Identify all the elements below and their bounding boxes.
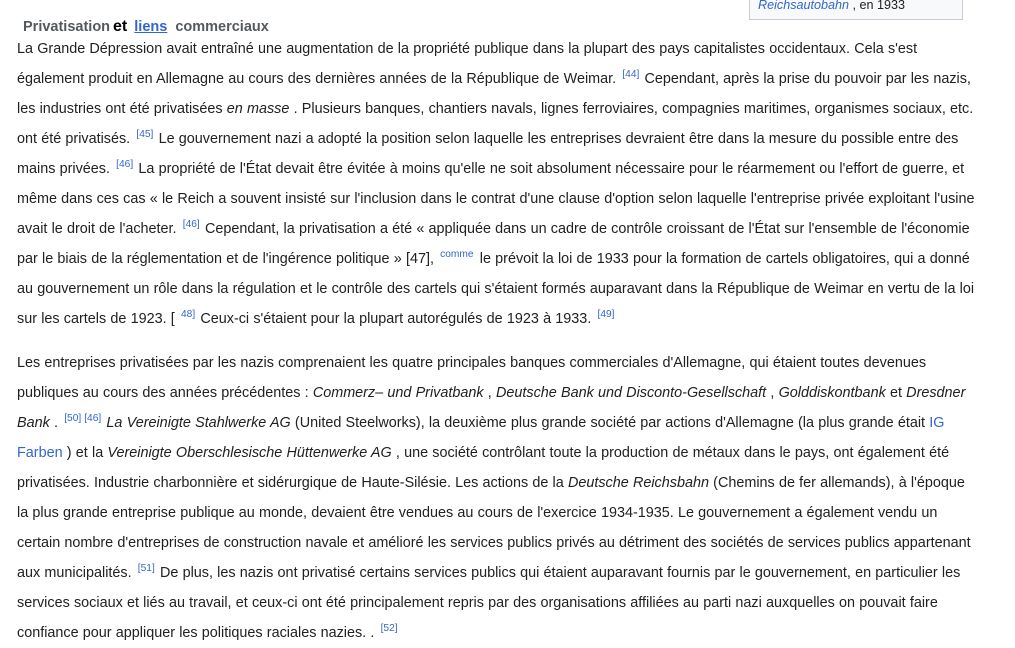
section-heading-part-4: commerciaux [175,19,269,36]
figure-caption-link[interactable]: Reichsautobahn [758,0,850,12]
body-text: La Grande Dépression avait entraîné une augmentation de la propriété publique dans la plupart des pays capitalistes occidentaux. Cela s'est également produit en Allemagne au cours des dernières années de la République de Weimar. [17,41,918,87]
section-heading-emphasis: et [113,18,128,36]
reference-marker[interactable]: [44] [622,69,640,81]
body-text: , [483,385,496,401]
body-text: (Chemins de fer allemands), à l'époque la plus grande entreprise publique au monde, devaient être vendues au cours de l'exercice 1934-1935. Le gouvernement a également vendu un certain nombre d'entreprises de construction navale et amélioré les services publics privés au détriment des sociétés de services publics appartenant aux municipalités. [17,475,971,581]
reference-marker[interactable]: [45] [136,129,154,141]
section-heading-link[interactable]: liens [134,19,168,36]
entity-name-italic: La Vereinigte Stahlwerke AG [106,415,291,431]
body-text: ) et la [62,445,108,461]
entity-name-italic: Deutsche Bank und Disconto-Gesellschaft [495,385,767,401]
body-text: , [766,385,779,401]
figure-caption-text: , en 1933 [849,0,906,12]
reference-marker[interactable]: 48] [180,309,196,321]
reference-marker[interactable]: [51] [137,563,155,575]
entity-name-italic: Deutsche Reichsbahn [567,475,709,491]
entity-name-italic: en masse [226,101,290,117]
body-text: le prévoit la loi de 1933 pour la formation de cartels obligatoires, qui a donné au gouvernement un rôle dans la régulation et le contrôle des cartels qui s'étaient formés auparavant dans la République de Weimar en vertu de la loi sur les cartels de 1923. [ [17,251,975,327]
wiki-link[interactable]: IG Farben [17,415,945,461]
reference-marker[interactable]: [50] [64,413,82,425]
reference-marker[interactable]: [49] [597,309,615,321]
article-body [17,34,980,648]
entity-name-italic: Golddiskontbank [778,385,886,401]
body-text: , une société contrôlant toute la production de métaux dans le pays, ont également été privatisées. Industrie charbonnière et sidérurgique de Haute-Silésie. Les actions de la [17,445,950,491]
entity-name-italic: Vereinigte Oberschlesische Hüttenwerke AG [107,445,392,461]
entity-name-italic: Commerz– und Privatbank [312,385,484,401]
body-text: La propriété de l'État devait être évitée à moins qu'elle ne soit absolument nécessaire pour le réarmement ou l'effort de guerre, et même dans ces cas « le Reich a souvent insisté sur l'inclusion dans le contrat d'une clause d'option selon laquelle l'entreprise privée exploitant l'usine avait le droit de l'acheter. [17,161,975,237]
body-text: De plus, les nazis ont privatisé certains services publics qui étaient auparavant fournis par le gouvernement, en particulier les services sociaux et liés au travail, et ceux-ci ont été principalement repris par des organisations affiliées au parti nazi auxquelles on pouvait faire confiance pour appliquer les politiques raciales nazies. . [17,565,961,641]
paragraph [17,34,980,334]
body-text: . [49,415,63,431]
reference-marker[interactable]: [46] [116,159,134,171]
body-text: Ceux-ci s'étaient pour la plupart autorégulés de 1923 à 1933. [196,311,596,327]
body-text: Les entreprises privatisées par les nazis comprenaient les quatre principales banques commerciales d'Allemagne, qui étaient toutes devenues publiques au cours des années précédentes : [17,355,927,401]
body-text: Cependant, la privatisation a été « appliquée dans un cadre de contrôle croissant de l'État sur l'ensemble de l'économie par le biais de la réglementation et de l'ingérence politique » [47], [17,221,970,267]
reference-marker[interactable]: [52] [380,623,398,635]
reference-marker[interactable]: [46] [182,219,200,231]
body-text: et [885,385,907,401]
body-text: . Plusieurs banques, chantiers navals, lignes ferroviaires, compagnies maritimes, organismes sociaux, etc. ont été privatisés. [17,101,974,147]
paragraph [17,348,980,648]
reference-marker[interactable]: [46] [84,413,102,425]
entity-name-italic: Dresdner Bank [17,385,966,431]
figure-caption-box [749,0,963,20]
inline-note-marker[interactable]: comme [440,249,474,261]
body-text: (United Steelworks), la deuxième plus grande société par actions d'Allemagne (la plus grande était [290,415,930,431]
section-heading-part-1: Privatisation [23,19,111,36]
body-text: Cependant, après la prise du pouvoir par les nazis, les industries ont été privatisées [17,71,971,117]
body-text: Le gouvernement nazi a adopté la position selon laquelle les entreprises devraient être dans la mesure du possible entre des mains privées. [17,131,959,177]
